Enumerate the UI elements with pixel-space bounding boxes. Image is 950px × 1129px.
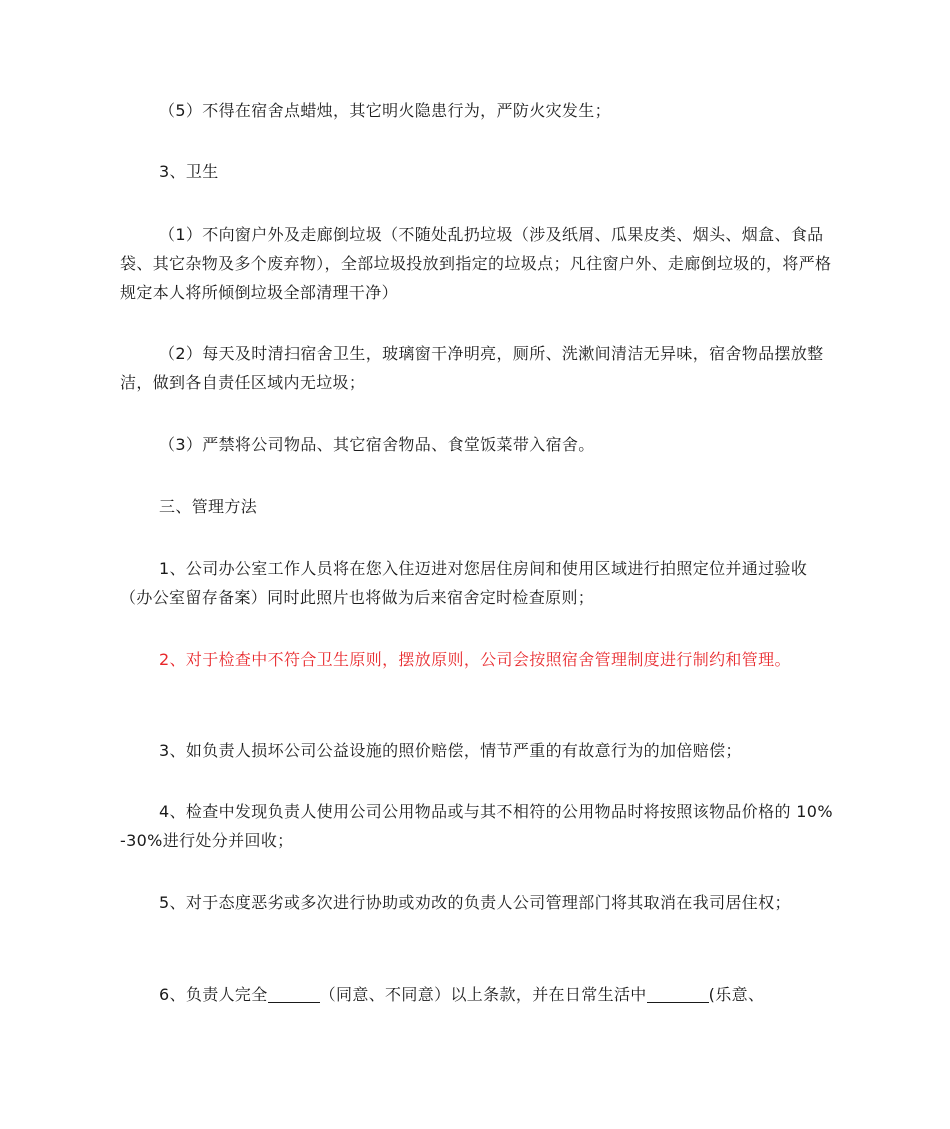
paragraph-daily-cleaning: （2）每天及时清扫宿舍卫生，玻璃窗干净明亮，厕所、洗漱间清洁无异味，宿舍物品摆放整洁，做到各自责任区域内无垃圾； [120,344,824,392]
paragraph-damage-compensation: 3、如负责人损坏公司公益设施的照价赔偿，情节严重的有故意行为的加倍赔偿； [159,741,742,760]
paragraph-fire-safety: （5）不得在宿舍点蜡烛，其它明火隐患行为，严防火灾发生； [159,101,611,120]
paragraph-no-littering: （1）不向窗户外及走廊倒垃圾（不随处乱扔垃圾（涉及纸屑、瓜果皮类、烟头、烟盒、食品袋、其它杂物及多个废弃物），全部垃圾投放到指定的垃圾点；凡往窗户外、走廊倒垃圾的，将严格规定本人将所倾倒垃圾全部清理干净） [120,225,832,302]
blank-line-agree [268,984,320,1003]
paragraph-residence-revocation: 5、对于态度恶劣或多次进行协助或劝改的负责人公司管理部门将其取消在我司居住权； [159,893,791,912]
heading-hygiene: 3、卫生 [159,162,219,181]
paragraph-public-items-penalty: 4、检查中发现负责人使用公司公用物品或与其不相符的公用物品时将按照该物品价格的 10%-30%进行处分并回收； [120,802,833,850]
agreement-text-2: （同意、不同意）以上条款，并在日常生活中 [319,985,647,1004]
agreement-text-1: 6、负责人完全 [159,985,268,1004]
paragraph-inspection-violations: 2、对于检查中不符合卫生原则，摆放原则，公司会按照宿舍管理制度进行制约和管理。 [159,650,791,669]
heading-management-methods: 三、管理方法 [159,497,258,516]
paragraph-prohibited-items: （3）严禁将公司物品、其它宿舍物品、食堂饭菜带入宿舍。 [159,435,595,454]
paragraph-agreement [120,980,834,1009]
blank-line-willing [647,984,709,1003]
paragraph-photo-inspection: 1、公司办公室工作人员将在您入住迈进对您居住房间和使用区域进行拍照定位并通过验收（办公室留存备案）同时此照片也将做为后来宿舍定时检查原则； [120,559,808,607]
agreement-text-3: (乐意、 [708,985,765,1004]
